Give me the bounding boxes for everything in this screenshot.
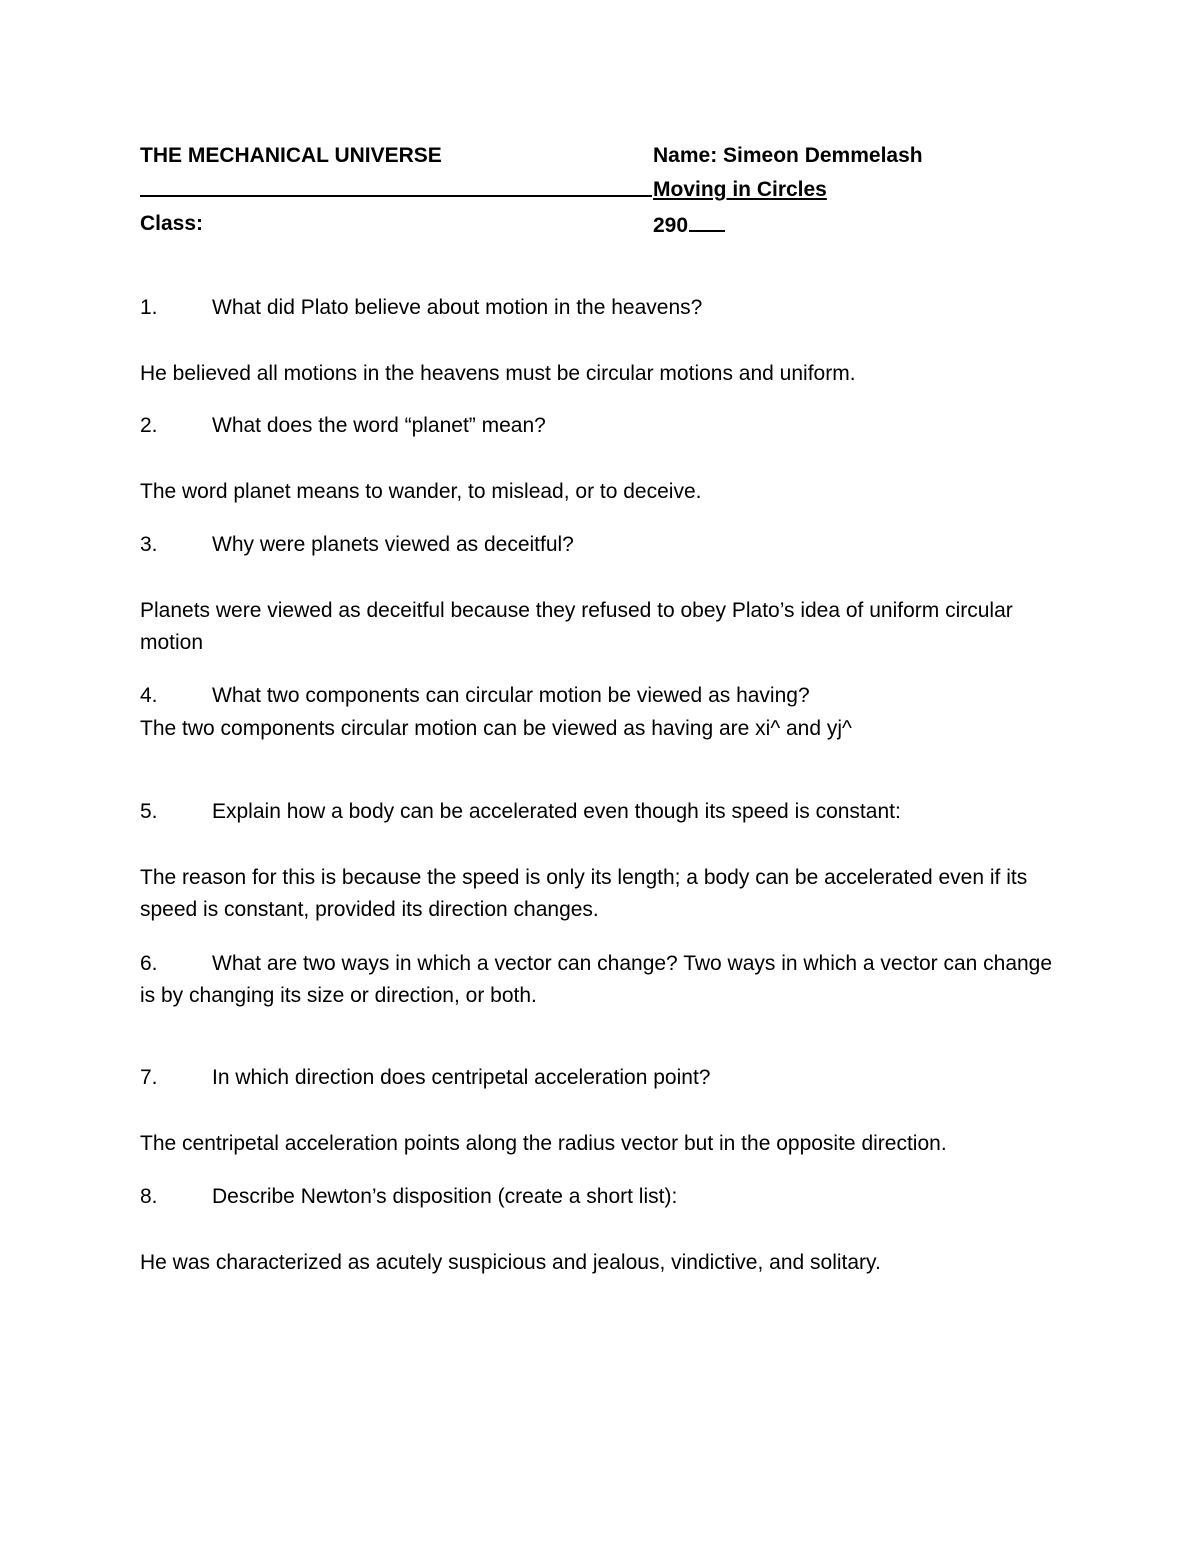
question-number: 3. bbox=[140, 533, 158, 556]
topic-title: Moving in Circles bbox=[653, 178, 827, 201]
question-number: 7. bbox=[140, 1066, 158, 1089]
answer-4: The two components circular motion can be viewed as having are xi^ and yj^ bbox=[140, 717, 852, 740]
class-number bbox=[653, 208, 725, 242]
question-text: What did Plato believe about motion in the heavens? bbox=[212, 296, 703, 319]
question-text: What are two ways in which a vector can change? Two ways in which a vector can change is by changing its size or direction, or both. bbox=[140, 952, 1053, 1007]
question-number: 6. bbox=[140, 952, 158, 975]
class-number-blank bbox=[689, 208, 725, 232]
question-3 bbox=[140, 529, 1060, 561]
question-8 bbox=[140, 1181, 1060, 1213]
question-number: 4. bbox=[140, 684, 158, 707]
question-7 bbox=[140, 1062, 1060, 1094]
question-1 bbox=[140, 292, 1060, 324]
question-text: What two components can circular motion be viewed as having? bbox=[212, 684, 810, 707]
question-number: 2. bbox=[140, 414, 158, 437]
question-6 bbox=[140, 948, 1060, 1012]
student-name: Name: Simeon Demmelash bbox=[653, 144, 923, 167]
question-text: Explain how a body can be accelerated even though its speed is constant: bbox=[212, 800, 901, 823]
question-4 bbox=[140, 680, 1060, 712]
question-text: Why were planets viewed as deceitful? bbox=[212, 533, 574, 556]
answer-1: He believed all motions in the heavens must be circular motions and uniform. bbox=[140, 362, 856, 385]
question-text: In which direction does centripetal acceleration point? bbox=[212, 1066, 711, 1089]
answer-7: The centripetal acceleration points along the radius vector but in the opposite direction. bbox=[140, 1132, 947, 1155]
question-text: Describe Newton’s disposition (create a short list): bbox=[212, 1185, 678, 1208]
question-5 bbox=[140, 796, 1060, 828]
class-number-value: 290 bbox=[653, 214, 689, 237]
answer-2: The word planet means to wander, to mislead, or to deceive. bbox=[140, 480, 702, 503]
question-text: What does the word “planet” mean? bbox=[212, 414, 546, 437]
question-2 bbox=[140, 410, 1060, 442]
title-underline-rule bbox=[140, 195, 652, 197]
question-number: 8. bbox=[140, 1185, 158, 1208]
answer-8: He was characterized as acutely suspicious and jealous, vindictive, and solitary. bbox=[140, 1251, 881, 1274]
worksheet-title: THE MECHANICAL UNIVERSE bbox=[140, 144, 442, 167]
answer-3: Planets were viewed as deceitful because they refused to obey Plato’s idea of uniform circular motion bbox=[140, 599, 1013, 654]
class-label: Class: bbox=[140, 212, 204, 235]
answer-5: The reason for this is because the speed is only its length; a body can be accelerated even if its speed is constant, provided its direction changes. bbox=[140, 866, 1028, 921]
question-number: 5. bbox=[140, 800, 158, 823]
question-number: 1. bbox=[140, 296, 158, 319]
